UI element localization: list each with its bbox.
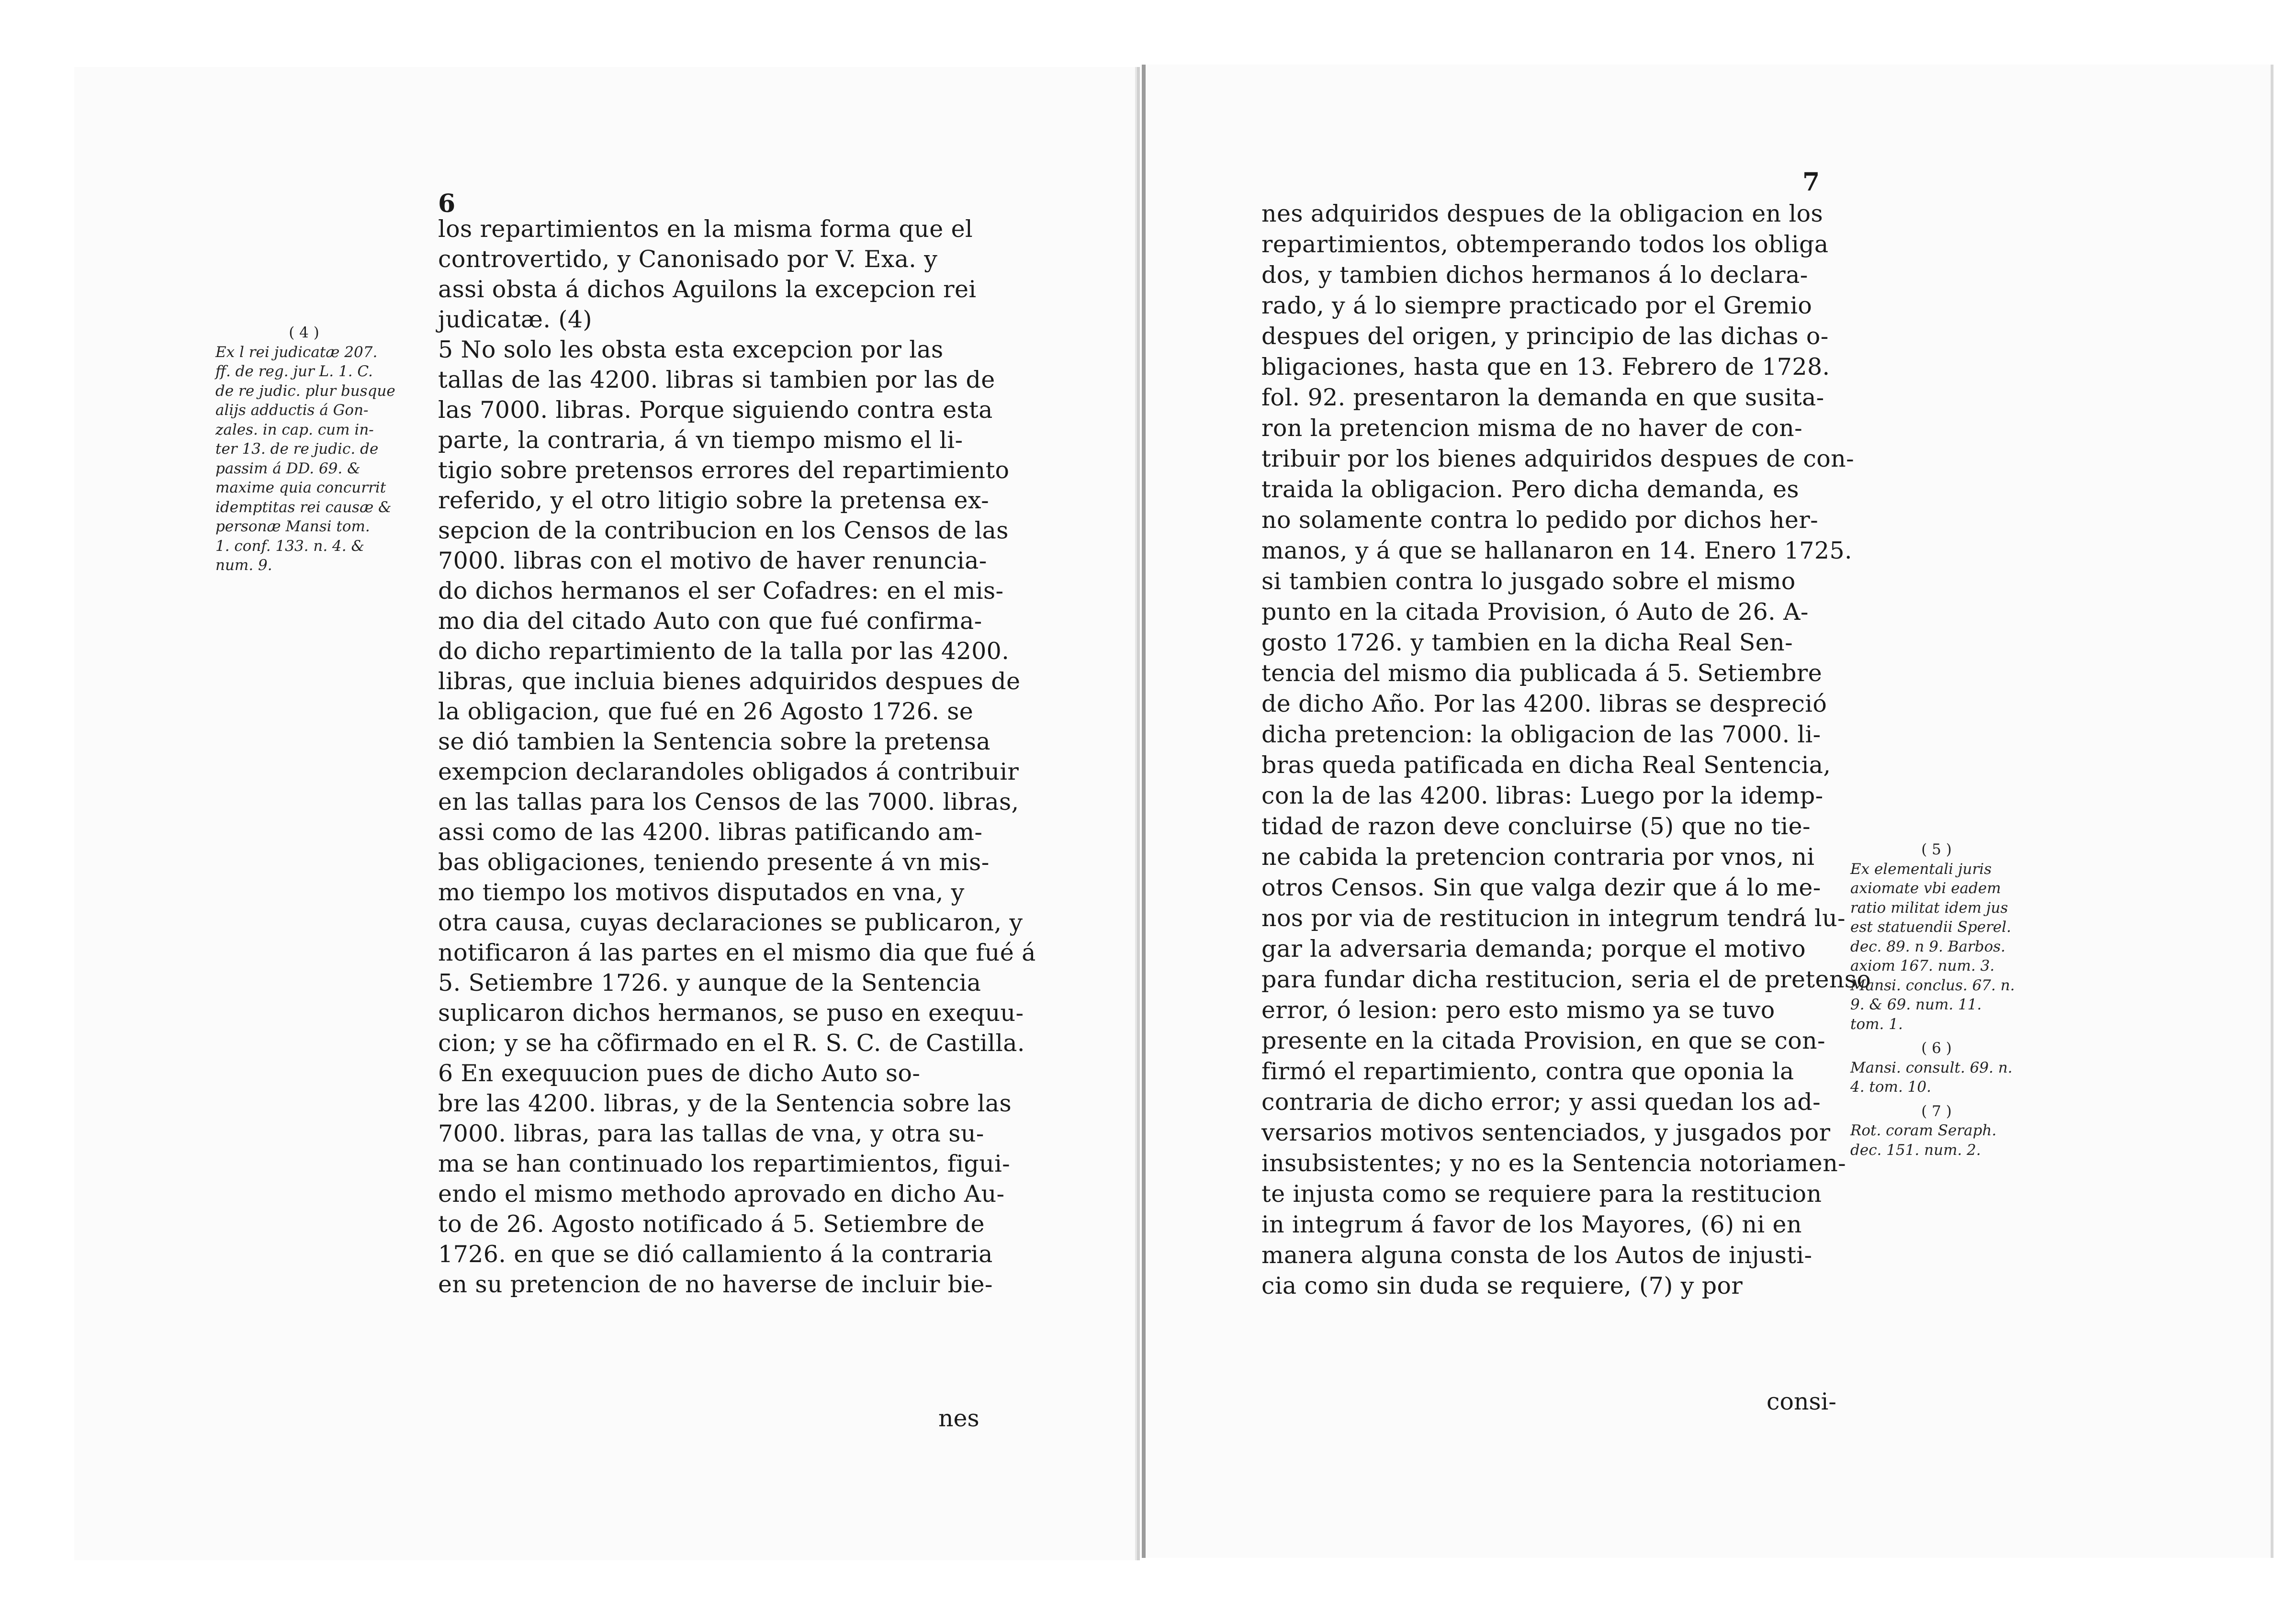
- note-line: Mansi. consult. 69. n.: [1850, 1059, 2013, 1076]
- text-line: si tambien contra lo jusgado sobre el mismo: [1261, 568, 1796, 595]
- text-line: traida la obligacion. Pero dicha demanda, es: [1261, 476, 1799, 503]
- text-line: to de 26. Agosto notificado á 5. Setiembre de: [438, 1210, 985, 1238]
- text-line: notificaron á las partes en el mismo dia que fué á: [438, 939, 1036, 966]
- text-line: firmó el repartimiento, contra que oponia la: [1261, 1058, 1794, 1085]
- text-line: versarios motivos sentenciados, y jusgados por: [1261, 1119, 1831, 1146]
- text-line: judicatæ. (4): [438, 306, 592, 333]
- text-line: error, ó lesion: pero esto mismo ya se tuvo: [1261, 996, 1775, 1024]
- text-line: con la de las 4200. libras: Luego por la idemp-: [1261, 782, 1823, 809]
- text-line: gar la adversaria demanda; porque el motivo: [1261, 935, 1806, 963]
- text-line: se dió tambien la Sentencia sobre la pretensa: [438, 728, 990, 755]
- note-line: ter 13. de re judic. de: [215, 440, 379, 458]
- note-line: passim á DD. 69. &: [215, 459, 360, 477]
- note-spacer: [1850, 1160, 2023, 1164]
- text-line: manera alguna consta de los Autos de injusti-: [1261, 1242, 1812, 1269]
- note-line: 9. & 69. num. 11.: [1850, 996, 1982, 1013]
- text-line: cion; y se ha cõfirmado en el R. S. C. de Castilla.: [438, 1030, 1025, 1057]
- text-line: assi obsta á dichos Aguilons la excepcion rei: [438, 276, 977, 303]
- page-number-right: 7: [1802, 168, 1820, 197]
- text-line: ne cabida la pretencion contraria por vnos, ni: [1261, 843, 1815, 871]
- text-line: 7000. libras con el motivo de haver renuncia-: [438, 547, 987, 574]
- note-number: ( 6 ): [1921, 1040, 1952, 1057]
- note-line: dec. 89. n 9. Barbos.: [1850, 938, 2006, 955]
- note-number: ( 5 ): [1921, 841, 1952, 858]
- note-line: est statuendii Sperel.: [1850, 918, 2012, 936]
- text-line: tribuir por los bienes adquiridos despues de con-: [1261, 445, 1855, 472]
- text-line: in integrum á favor de los Mayores, (6) ni en: [1261, 1211, 1802, 1238]
- text-line: repartimientos, obtemperando todos los obliga: [1261, 231, 1829, 258]
- note-number: ( 4 ): [289, 324, 319, 341]
- note-line: axiomate vbi eadem: [1850, 880, 2001, 897]
- text-line: la obligacion, que fué en 26 Agosto 1726. se: [438, 698, 974, 725]
- note-spacer: [1850, 1034, 2023, 1039]
- note-line: dec. 151. num. 2.: [1850, 1141, 1981, 1159]
- note-number: ( 7 ): [1921, 1102, 1952, 1120]
- note-line: 4. tom. 10.: [1850, 1078, 1931, 1096]
- text-line: para fundar dicha restitucion, seria el de pretenso: [1261, 966, 1871, 993]
- left-body-text: [438, 214, 1036, 1299]
- note-line: ratio militat idem jus: [1850, 899, 2008, 917]
- text-line: otra causa, cuyas declaraciones se publicaron, y: [438, 909, 1023, 936]
- note-line: 1. conf. 133. n. 4. &: [215, 537, 365, 555]
- note-line: Ex elementali juris: [1850, 860, 1992, 878]
- text-line: las 7000. libras. Porque siguiendo contra esta: [438, 396, 993, 424]
- text-line: exempcion declarandoles obligados á contribuir: [438, 758, 1019, 785]
- marginal-notes-right: [1850, 840, 2023, 1164]
- text-line: mo tiempo los motivos disputados en vna, y: [438, 879, 965, 906]
- text-line: tidad de razon deve concluirse (5) que no tie-: [1261, 813, 1811, 840]
- text-line: libras, que incluia bienes adquiridos despues de: [438, 668, 1021, 695]
- text-line: dicha pretencion: la obligacion de las 7000. li-: [1261, 721, 1821, 748]
- text-line: los repartimientos en la misma forma que el: [438, 215, 973, 243]
- text-line: 7000. libras, para las tallas de vna, y otra su-: [438, 1120, 984, 1147]
- text-line: insubsistentes; y no es la Sentencia notoriamen-: [1261, 1150, 1846, 1177]
- text-line: presente en la citada Provision, en que se con-: [1261, 1027, 1826, 1054]
- text-line: manos, y á que se hallanaron en 14. Enero 1725.: [1261, 537, 1852, 564]
- text-line: bas obligaciones, teniendo presente á vn mis-: [438, 849, 990, 876]
- note-lines: [215, 343, 393, 575]
- text-line: 5 No solo les obsta esta excepcion por las: [438, 336, 944, 363]
- marginal-note-4: [215, 323, 393, 575]
- text-line: bre las 4200. libras, y de la Sentencia sobre las: [438, 1090, 1012, 1117]
- text-line: despues del origen, y principio de las dichas o-: [1261, 323, 1829, 350]
- text-line: sepcion de la contribucion en los Censos de las: [438, 517, 1009, 544]
- text-line: rado, y á lo siempre practicado por el Gremio: [1261, 292, 1812, 319]
- text-line: en las tallas para los Censos de las 7000. libras,: [438, 788, 1019, 816]
- note-line: Rot. coram Seraph.: [1850, 1122, 1997, 1139]
- text-line: gosto 1726. y tambien en la dicha Real Sen-: [1261, 629, 1793, 656]
- text-line: contraria de dicho error; y assi quedan los ad-: [1261, 1088, 1821, 1116]
- text-line: de dicho Año. Por las 4200. libras se despreció: [1261, 690, 1827, 717]
- note-line: idemptitas rei causæ &: [215, 498, 392, 516]
- text-line: endo el mismo methodo aprovado en dicho Au-: [438, 1180, 1005, 1208]
- text-line: ron la pretencion misma de no haver de con-: [1261, 414, 1803, 442]
- text-line: nos por via de restitucion in integrum tendrá lu-: [1261, 905, 1846, 932]
- text-line: fol. 92. presentaron la demanda en que susita-: [1261, 384, 1824, 411]
- text-line: tallas de las 4200. libras si tambien por las de: [438, 366, 995, 393]
- text-line: ma se han continuado los repartimientos, figui-: [438, 1150, 1011, 1177]
- text-line: punto en la citada Provision, ó Auto de 26. A-: [1261, 598, 1809, 626]
- right-body-text: [1261, 199, 1871, 1301]
- text-line: do dicho repartimiento de la talla por las 4200.: [438, 638, 1010, 665]
- text-line: controvertido, y Canonisado por V. Exa. y: [438, 246, 938, 273]
- text-line: parte, la contraria, á vn tiempo mismo el li-: [438, 426, 963, 454]
- text-line: do dichos hermanos el ser Cofadres: en el mis-: [438, 577, 1004, 604]
- note-line: tom. 1.: [1850, 1015, 1903, 1033]
- note-line: Mansi. conclus. 67. n.: [1850, 976, 2015, 994]
- note-line: alijs adductis á Gon-: [215, 402, 369, 419]
- text-line: referido, y el otro litigio sobre la pretensa ex-: [438, 487, 990, 514]
- text-line: suplicaron dichos hermanos, se puso en exequu-: [438, 999, 1024, 1027]
- note-line: de re judic. plur busque: [215, 382, 395, 400]
- text-line: tencia del mismo dia publicada á 5. Setiembre: [1261, 660, 1823, 687]
- text-line: dos, y tambien dichos hermanos á lo declara-: [1261, 261, 1808, 289]
- text-line: assi como de las 4200. libras patificando am-: [438, 818, 983, 846]
- note-line: maxime quia concurrit: [215, 479, 386, 496]
- text-line: nes adquiridos despues de la obligacion en los: [1261, 200, 1823, 227]
- text-line: tigio sobre pretensos errores del repartimiento: [438, 457, 1010, 484]
- note-line: num. 9.: [215, 557, 272, 574]
- text-line: bligaciones, hasta que en 13. Febrero de 1728.: [1261, 353, 1830, 381]
- catchword-left: nes: [938, 1405, 979, 1432]
- text-line: no solamente contra lo pedido por dichos her-: [1261, 506, 1819, 534]
- text-line: 5. Setiembre 1726. y aunque de la Sentencia: [438, 969, 981, 996]
- note-group: [1850, 840, 2023, 1164]
- text-line: bras queda patificada en dicha Real Sentencia,: [1261, 751, 1831, 779]
- note-spacer: [1850, 1097, 2023, 1102]
- note-line: axiom 167. num. 3.: [1850, 957, 1995, 974]
- page-crease: [1137, 72, 1139, 1551]
- text-line: cia como sin duda se requiere, (7) y por: [1261, 1272, 1743, 1299]
- note-line: Ex l rei judicatæ 207.: [215, 343, 378, 361]
- text-line: te injusta como se requiere para la restitucion: [1261, 1180, 1822, 1208]
- note-line: zales. in cap. cum in-: [215, 421, 374, 438]
- catchword-right: consi-: [1767, 1388, 1836, 1415]
- text-line: otros Censos. Sin que valga dezir que á lo me-: [1261, 874, 1821, 901]
- text-line: mo dia del citado Auto con que fué confirma-: [438, 607, 982, 635]
- page-number-left: 6: [438, 189, 456, 218]
- note-line: ff. de reg. jur L. 1. C.: [215, 363, 373, 380]
- note-line: personæ Mansi tom.: [215, 518, 370, 535]
- text-line: 1726. en que se dió callamiento á la contraria: [438, 1241, 993, 1268]
- text-line: en su pretencion de no haverse de incluir bie-: [438, 1271, 993, 1298]
- text-line: 6 En exequucion pues de dicho Auto so-: [438, 1060, 921, 1087]
